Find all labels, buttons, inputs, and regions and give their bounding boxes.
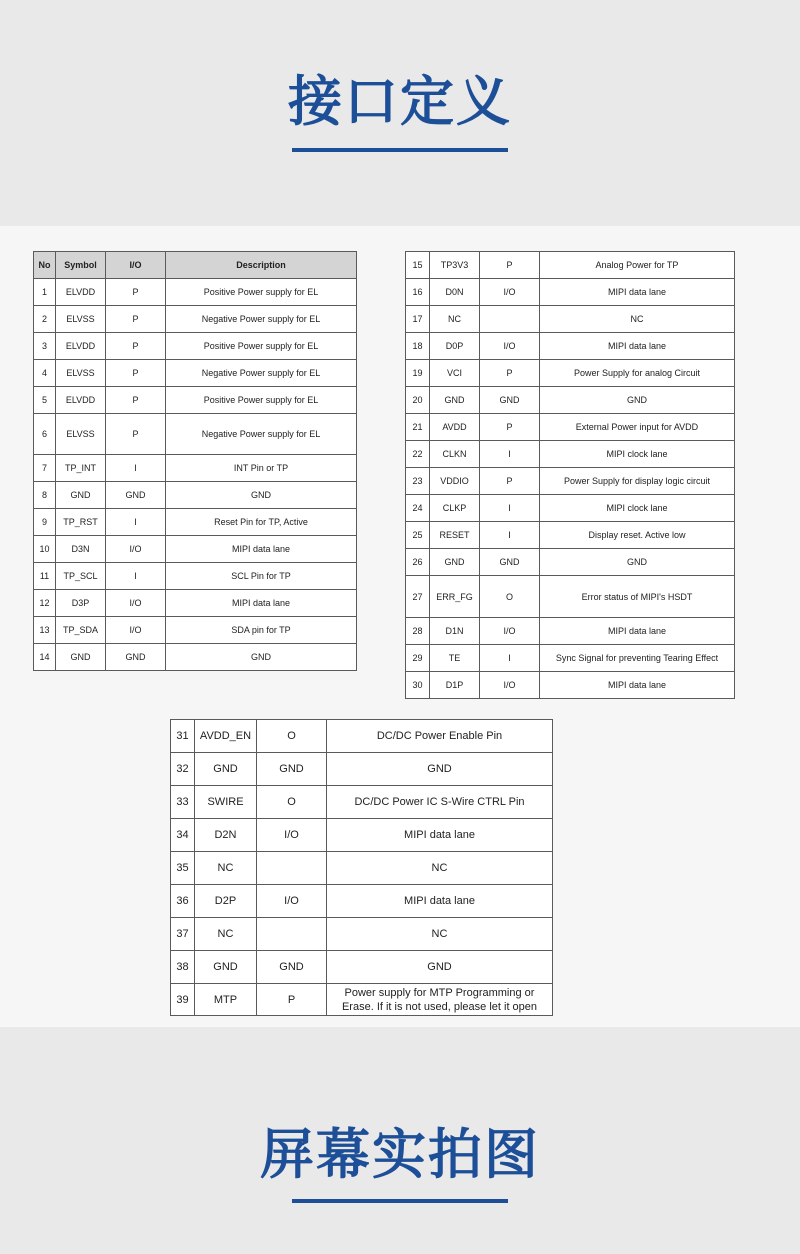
pin-number: 9 bbox=[34, 509, 56, 536]
pin-number: 23 bbox=[406, 468, 430, 495]
pin-description: GND bbox=[327, 951, 553, 984]
table-row bbox=[34, 455, 357, 482]
table-row bbox=[34, 333, 357, 360]
pin-symbol: NC bbox=[195, 852, 257, 885]
pin-description: SDA pin for TP bbox=[166, 617, 357, 644]
table-header-row bbox=[34, 252, 357, 279]
pin-symbol: D1N bbox=[430, 618, 480, 645]
pin-description: Negative Power supply for EL bbox=[166, 414, 357, 455]
pin-symbol: D2N bbox=[195, 819, 257, 852]
pin-io bbox=[257, 918, 327, 951]
pin-symbol: ELVDD bbox=[56, 387, 106, 414]
pin-symbol: ELVDD bbox=[56, 279, 106, 306]
header-no: No bbox=[34, 252, 56, 279]
pin-symbol: GND bbox=[430, 387, 480, 414]
pin-number: 32 bbox=[171, 753, 195, 786]
pin-symbol: TP_SCL bbox=[56, 563, 106, 590]
pin-symbol: TP_SDA bbox=[56, 617, 106, 644]
pin-symbol: D0P bbox=[430, 333, 480, 360]
pin-number: 13 bbox=[34, 617, 56, 644]
table-row bbox=[34, 590, 357, 617]
table-row bbox=[171, 918, 553, 951]
pin-io: P bbox=[106, 360, 166, 387]
pin-symbol: ELVSS bbox=[56, 414, 106, 455]
table-row bbox=[34, 387, 357, 414]
pin-description: GND bbox=[540, 387, 735, 414]
pin-symbol: GND bbox=[56, 482, 106, 509]
pin-number: 14 bbox=[34, 644, 56, 671]
pin-io: I/O bbox=[106, 536, 166, 563]
table-row bbox=[406, 252, 735, 279]
pin-number: 19 bbox=[406, 360, 430, 387]
pin-io: P bbox=[106, 333, 166, 360]
pin-symbol: GND bbox=[195, 753, 257, 786]
pin-description: Analog Power for TP bbox=[540, 252, 735, 279]
pin-description: DC/DC Power IC S-Wire CTRL Pin bbox=[327, 786, 553, 819]
pin-description: MIPI data lane bbox=[166, 590, 357, 617]
pin-io: O bbox=[257, 720, 327, 753]
pin-description: MIPI data lane bbox=[327, 819, 553, 852]
table-row bbox=[406, 279, 735, 306]
pin-io: O bbox=[480, 576, 540, 618]
pin-number: 10 bbox=[34, 536, 56, 563]
pin-number: 34 bbox=[171, 819, 195, 852]
pin-symbol: TP3V3 bbox=[430, 252, 480, 279]
pin-description: NC bbox=[540, 306, 735, 333]
pin-description: NC bbox=[327, 852, 553, 885]
pin-number: 6 bbox=[34, 414, 56, 455]
pin-description: MIPI data lane bbox=[540, 279, 735, 306]
table-row bbox=[34, 414, 357, 455]
table-row bbox=[171, 753, 553, 786]
pin-description: GND bbox=[166, 482, 357, 509]
pin-number: 22 bbox=[406, 441, 430, 468]
pin-description: Reset Pin for TP, Active bbox=[166, 509, 357, 536]
pin-description: MIPI data lane bbox=[540, 333, 735, 360]
pin-number: 25 bbox=[406, 522, 430, 549]
pin-number: 17 bbox=[406, 306, 430, 333]
pin-io: P bbox=[106, 414, 166, 455]
pin-symbol: D3P bbox=[56, 590, 106, 617]
pin-number: 7 bbox=[34, 455, 56, 482]
pin-table-1 bbox=[33, 251, 357, 671]
pin-number: 27 bbox=[406, 576, 430, 618]
pin-description: Power supply for MTP Programming or Erase. If it is not used, please let it open bbox=[327, 984, 553, 1016]
pin-description: Power Supply for analog Circuit bbox=[540, 360, 735, 387]
table-row bbox=[34, 644, 357, 671]
pin-description: Positive Power supply for EL bbox=[166, 387, 357, 414]
table-row bbox=[406, 549, 735, 576]
pin-description: MIPI data lane bbox=[166, 536, 357, 563]
pin-io: I/O bbox=[257, 819, 327, 852]
pin-number: 26 bbox=[406, 549, 430, 576]
pin-description: Positive Power supply for EL bbox=[166, 279, 357, 306]
interface-definition-header bbox=[0, 0, 800, 226]
pin-description: INT Pin or TP bbox=[166, 455, 357, 482]
table-row bbox=[406, 522, 735, 549]
pin-number: 30 bbox=[406, 672, 430, 699]
pin-number: 21 bbox=[406, 414, 430, 441]
table-row bbox=[406, 441, 735, 468]
pin-description: MIPI clock lane bbox=[540, 495, 735, 522]
pin-io: I bbox=[480, 495, 540, 522]
table-row bbox=[171, 786, 553, 819]
pin-io: I/O bbox=[480, 279, 540, 306]
pin-symbol: NC bbox=[195, 918, 257, 951]
table-row bbox=[34, 563, 357, 590]
pin-description: GND bbox=[327, 753, 553, 786]
table-row bbox=[34, 279, 357, 306]
pin-io: P bbox=[106, 387, 166, 414]
pin-io: P bbox=[257, 984, 327, 1016]
pin-io bbox=[480, 306, 540, 333]
table-row bbox=[171, 951, 553, 984]
pin-number: 35 bbox=[171, 852, 195, 885]
pin-symbol: D0N bbox=[430, 279, 480, 306]
table-row bbox=[171, 852, 553, 885]
pin-number: 4 bbox=[34, 360, 56, 387]
pin-number: 11 bbox=[34, 563, 56, 590]
table-row bbox=[34, 360, 357, 387]
table-row bbox=[406, 387, 735, 414]
pin-number: 28 bbox=[406, 618, 430, 645]
header-symbol: Symbol bbox=[56, 252, 106, 279]
pin-io: GND bbox=[480, 387, 540, 414]
pin-description: MIPI data lane bbox=[327, 885, 553, 918]
table-row bbox=[406, 414, 735, 441]
pin-symbol: RESET bbox=[430, 522, 480, 549]
table-row bbox=[34, 306, 357, 333]
table-row bbox=[34, 536, 357, 563]
pin-io: P bbox=[480, 468, 540, 495]
pin-symbol: GND bbox=[195, 951, 257, 984]
pin-io: I/O bbox=[106, 617, 166, 644]
pin-symbol: TP_INT bbox=[56, 455, 106, 482]
pin-number: 38 bbox=[171, 951, 195, 984]
pin-io: GND bbox=[106, 482, 166, 509]
table-row bbox=[406, 306, 735, 333]
pin-io: I bbox=[106, 563, 166, 590]
pin-description: NC bbox=[327, 918, 553, 951]
screen-photo-header bbox=[0, 1027, 800, 1254]
pin-number: 5 bbox=[34, 387, 56, 414]
pin-symbol: ELVDD bbox=[56, 333, 106, 360]
pin-io: P bbox=[480, 360, 540, 387]
pin-symbol: TP_RST bbox=[56, 509, 106, 536]
pin-definition-panel bbox=[0, 226, 800, 1027]
pin-io: I bbox=[480, 645, 540, 672]
pin-description: GND bbox=[540, 549, 735, 576]
pin-symbol: AVDD_EN bbox=[195, 720, 257, 753]
pin-table-3 bbox=[170, 719, 553, 1016]
pin-number: 20 bbox=[406, 387, 430, 414]
pin-io: GND bbox=[257, 753, 327, 786]
pin-number: 29 bbox=[406, 645, 430, 672]
pin-description: MIPI clock lane bbox=[540, 441, 735, 468]
pin-io: I/O bbox=[480, 618, 540, 645]
pin-io: P bbox=[480, 414, 540, 441]
table-row bbox=[171, 720, 553, 753]
pin-description: Negative Power supply for EL bbox=[166, 306, 357, 333]
table-row bbox=[406, 645, 735, 672]
pin-io: GND bbox=[257, 951, 327, 984]
pin-description: Error status of MIPI's HSDT bbox=[540, 576, 735, 618]
table-row bbox=[406, 333, 735, 360]
pin-io: I/O bbox=[257, 885, 327, 918]
pin-table-2 bbox=[405, 251, 735, 699]
pin-io: P bbox=[106, 306, 166, 333]
pin-io: I bbox=[480, 522, 540, 549]
pin-symbol: GND bbox=[430, 549, 480, 576]
table-row bbox=[406, 672, 735, 699]
pin-description: MIPI data lane bbox=[540, 672, 735, 699]
pin-io: I bbox=[106, 509, 166, 536]
table-row bbox=[34, 509, 357, 536]
table-row bbox=[171, 984, 553, 1016]
pin-description: DC/DC Power Enable Pin bbox=[327, 720, 553, 753]
header-description: Description bbox=[166, 252, 357, 279]
pin-io: GND bbox=[106, 644, 166, 671]
pin-io: P bbox=[480, 252, 540, 279]
pin-number: 37 bbox=[171, 918, 195, 951]
table-row bbox=[406, 360, 735, 387]
pin-description: MIPI data lane bbox=[540, 618, 735, 645]
pin-io: O bbox=[257, 786, 327, 819]
table-row bbox=[406, 576, 735, 618]
pin-symbol: D2P bbox=[195, 885, 257, 918]
pin-symbol: AVDD bbox=[430, 414, 480, 441]
pin-io: GND bbox=[480, 549, 540, 576]
pin-number: 18 bbox=[406, 333, 430, 360]
pin-number: 39 bbox=[171, 984, 195, 1016]
pin-description: Positive Power supply for EL bbox=[166, 333, 357, 360]
pin-number: 36 bbox=[171, 885, 195, 918]
pin-symbol: MTP bbox=[195, 984, 257, 1016]
pin-symbol: ELVSS bbox=[56, 360, 106, 387]
pin-number: 33 bbox=[171, 786, 195, 819]
pin-description: Negative Power supply for EL bbox=[166, 360, 357, 387]
table-row bbox=[406, 495, 735, 522]
pin-number: 3 bbox=[34, 333, 56, 360]
pin-number: 8 bbox=[34, 482, 56, 509]
interface-definition-title: 接口定义 bbox=[288, 70, 512, 133]
header-io: I/O bbox=[106, 252, 166, 279]
pin-description: Sync Signal for preventing Tearing Effect bbox=[540, 645, 735, 672]
pin-symbol: VDDIO bbox=[430, 468, 480, 495]
table-row bbox=[406, 468, 735, 495]
pin-symbol: ELVSS bbox=[56, 306, 106, 333]
pin-io: I/O bbox=[480, 672, 540, 699]
pin-io: P bbox=[106, 279, 166, 306]
pin-number: 16 bbox=[406, 279, 430, 306]
pin-io: I bbox=[480, 441, 540, 468]
table-row bbox=[34, 617, 357, 644]
pin-symbol: NC bbox=[430, 306, 480, 333]
title-underline bbox=[292, 1199, 508, 1203]
table-row bbox=[34, 482, 357, 509]
pin-symbol: GND bbox=[56, 644, 106, 671]
table-row bbox=[171, 819, 553, 852]
table-row bbox=[406, 618, 735, 645]
pin-number: 15 bbox=[406, 252, 430, 279]
pin-io: I/O bbox=[106, 590, 166, 617]
pin-symbol: TE bbox=[430, 645, 480, 672]
pin-number: 24 bbox=[406, 495, 430, 522]
pin-description: SCL Pin for TP bbox=[166, 563, 357, 590]
pin-symbol: ERR_FG bbox=[430, 576, 480, 618]
pin-io bbox=[257, 852, 327, 885]
pin-symbol: CLKP bbox=[430, 495, 480, 522]
pin-io: I/O bbox=[480, 333, 540, 360]
pin-symbol: D3N bbox=[56, 536, 106, 563]
pin-symbol: D1P bbox=[430, 672, 480, 699]
pin-symbol: CLKN bbox=[430, 441, 480, 468]
pin-symbol: VCI bbox=[430, 360, 480, 387]
pin-number: 12 bbox=[34, 590, 56, 617]
pin-number: 1 bbox=[34, 279, 56, 306]
pin-number: 2 bbox=[34, 306, 56, 333]
table-row bbox=[171, 885, 553, 918]
pin-description: Power Supply for display logic circuit bbox=[540, 468, 735, 495]
screen-photo-title: 屏幕实拍图 bbox=[260, 1123, 540, 1186]
title-underline bbox=[292, 148, 508, 152]
pin-table-1-body bbox=[34, 279, 357, 671]
pin-table-2-body bbox=[406, 252, 735, 699]
pin-description: GND bbox=[166, 644, 357, 671]
pin-table-3-body bbox=[171, 720, 553, 1016]
pin-description: External Power input for AVDD bbox=[540, 414, 735, 441]
pin-io: I bbox=[106, 455, 166, 482]
pin-number: 31 bbox=[171, 720, 195, 753]
pin-description: Display reset. Active low bbox=[540, 522, 735, 549]
pin-symbol: SWIRE bbox=[195, 786, 257, 819]
